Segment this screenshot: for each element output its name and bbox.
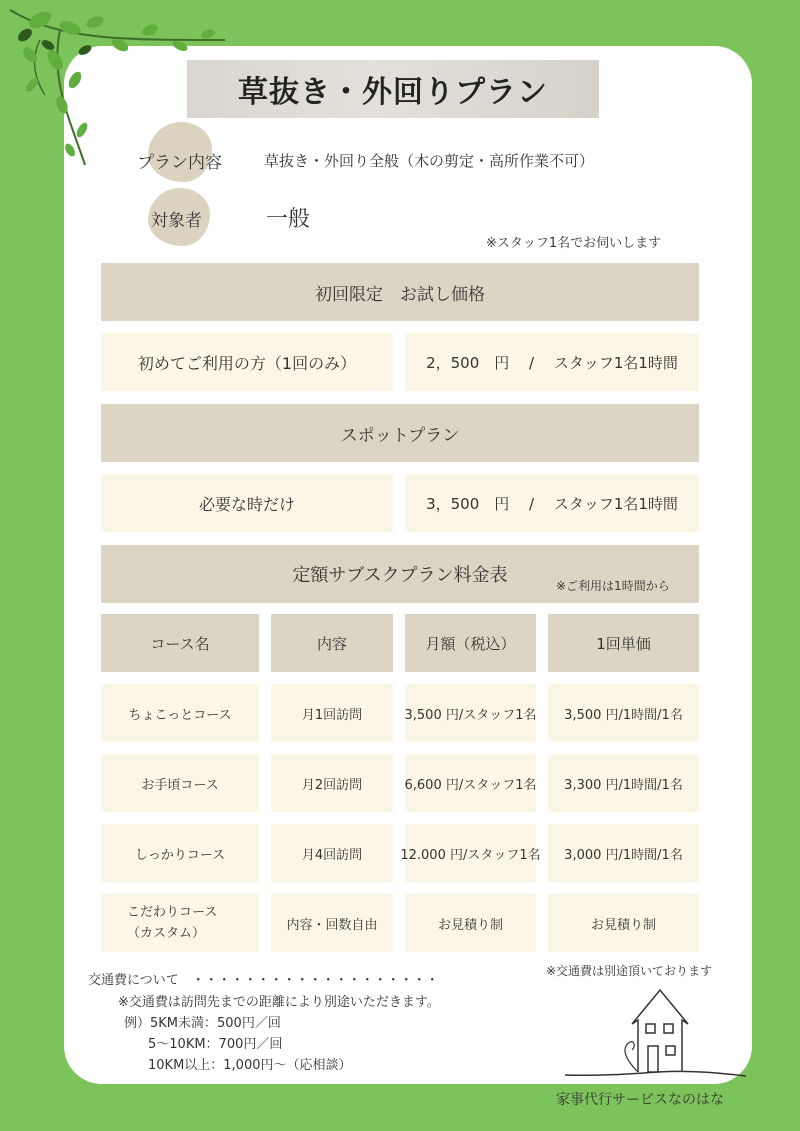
subscription-header bbox=[101, 545, 699, 603]
column-header-monthly: 月額（税込） bbox=[405, 614, 536, 672]
title-banner bbox=[187, 60, 599, 118]
table-cell-unit: 3,500 円/1時間/1名 bbox=[548, 684, 699, 742]
table-cell-content: 月2回訪問 bbox=[271, 754, 393, 812]
table-cell-unit: お見積り制 bbox=[548, 894, 699, 952]
transport-line-1: ※交通費は訪問先までの距離により別途いただきます。 bbox=[118, 995, 440, 1010]
table-cell-content: 月4回訪問 bbox=[271, 824, 393, 882]
column-header-course: コース名 bbox=[101, 614, 259, 672]
table-cell-course: ちょこっとコース bbox=[101, 684, 259, 742]
transport-line-3: 5～10KM：700円／回 bbox=[148, 1037, 283, 1052]
transport-heading: 交通費について ・・・・・・・・・・・・・・・・・・・ bbox=[88, 973, 439, 988]
plan-content-value: 草抜き・外回り全般（木の剪定・高所作業不可） bbox=[264, 152, 595, 170]
trial-header: 初回限定 お試し価格 bbox=[101, 263, 699, 321]
trial-price-cell: 2，500 円 / スタッフ1名1時間 bbox=[405, 333, 699, 391]
subscription-note: ※ご利用は1時間から bbox=[556, 579, 670, 593]
spot-price-cell: 3，500 円 / スタッフ1名1時間 bbox=[405, 474, 699, 532]
table-cell-course: こだわりコース （カスタム） bbox=[101, 894, 259, 952]
table-cell-unit: 3,300 円/1時間/1名 bbox=[548, 754, 699, 812]
table-cell-monthly: 12.000 円/スタッフ1名 bbox=[405, 824, 536, 882]
staff-note: ※スタッフ1名でお伺いします bbox=[486, 236, 662, 251]
table-cell-course: お手頃コース bbox=[101, 754, 259, 812]
trial-label-cell: 初めてご利用の方（1回のみ） bbox=[101, 333, 393, 391]
column-header-content: 内容 bbox=[271, 614, 393, 672]
table-cell-monthly: 3,500 円/スタッフ1名 bbox=[405, 684, 536, 742]
plan-content-label: プラン内容 bbox=[137, 153, 222, 173]
transport-separate-note: ※交通費は別途頂いております bbox=[546, 964, 713, 978]
table-cell-content: 内容・回数自由 bbox=[271, 894, 393, 952]
table-cell-content: 月1回訪問 bbox=[271, 684, 393, 742]
table-cell-unit: 3,000 円/1時間/1名 bbox=[548, 824, 699, 882]
page-title: 草抜き・外回りプラン bbox=[238, 75, 548, 110]
transport-line-2: 例）5KM未満：500円／回 bbox=[124, 1016, 281, 1031]
transport-line-4: 10KM以上：1,000円～（応相談） bbox=[148, 1058, 352, 1073]
spot-header: スポットプラン bbox=[101, 404, 699, 462]
subscription-title: 定額サブスクプラン料金表 bbox=[292, 565, 508, 586]
table-cell-monthly: お見積り制 bbox=[405, 894, 536, 952]
table-cell-monthly: 6,600 円/スタッフ1名 bbox=[405, 754, 536, 812]
column-header-unit: 1回単価 bbox=[548, 614, 699, 672]
table-cell-course: しっかりコース bbox=[101, 824, 259, 882]
target-label: 対象者 bbox=[151, 211, 202, 231]
footer-brand: 家事代行サービスなのはな bbox=[556, 1092, 724, 1108]
target-value: 一般 bbox=[266, 207, 311, 232]
spot-label-cell: 必要な時だけ bbox=[101, 474, 393, 532]
house-icon bbox=[560, 980, 750, 1080]
